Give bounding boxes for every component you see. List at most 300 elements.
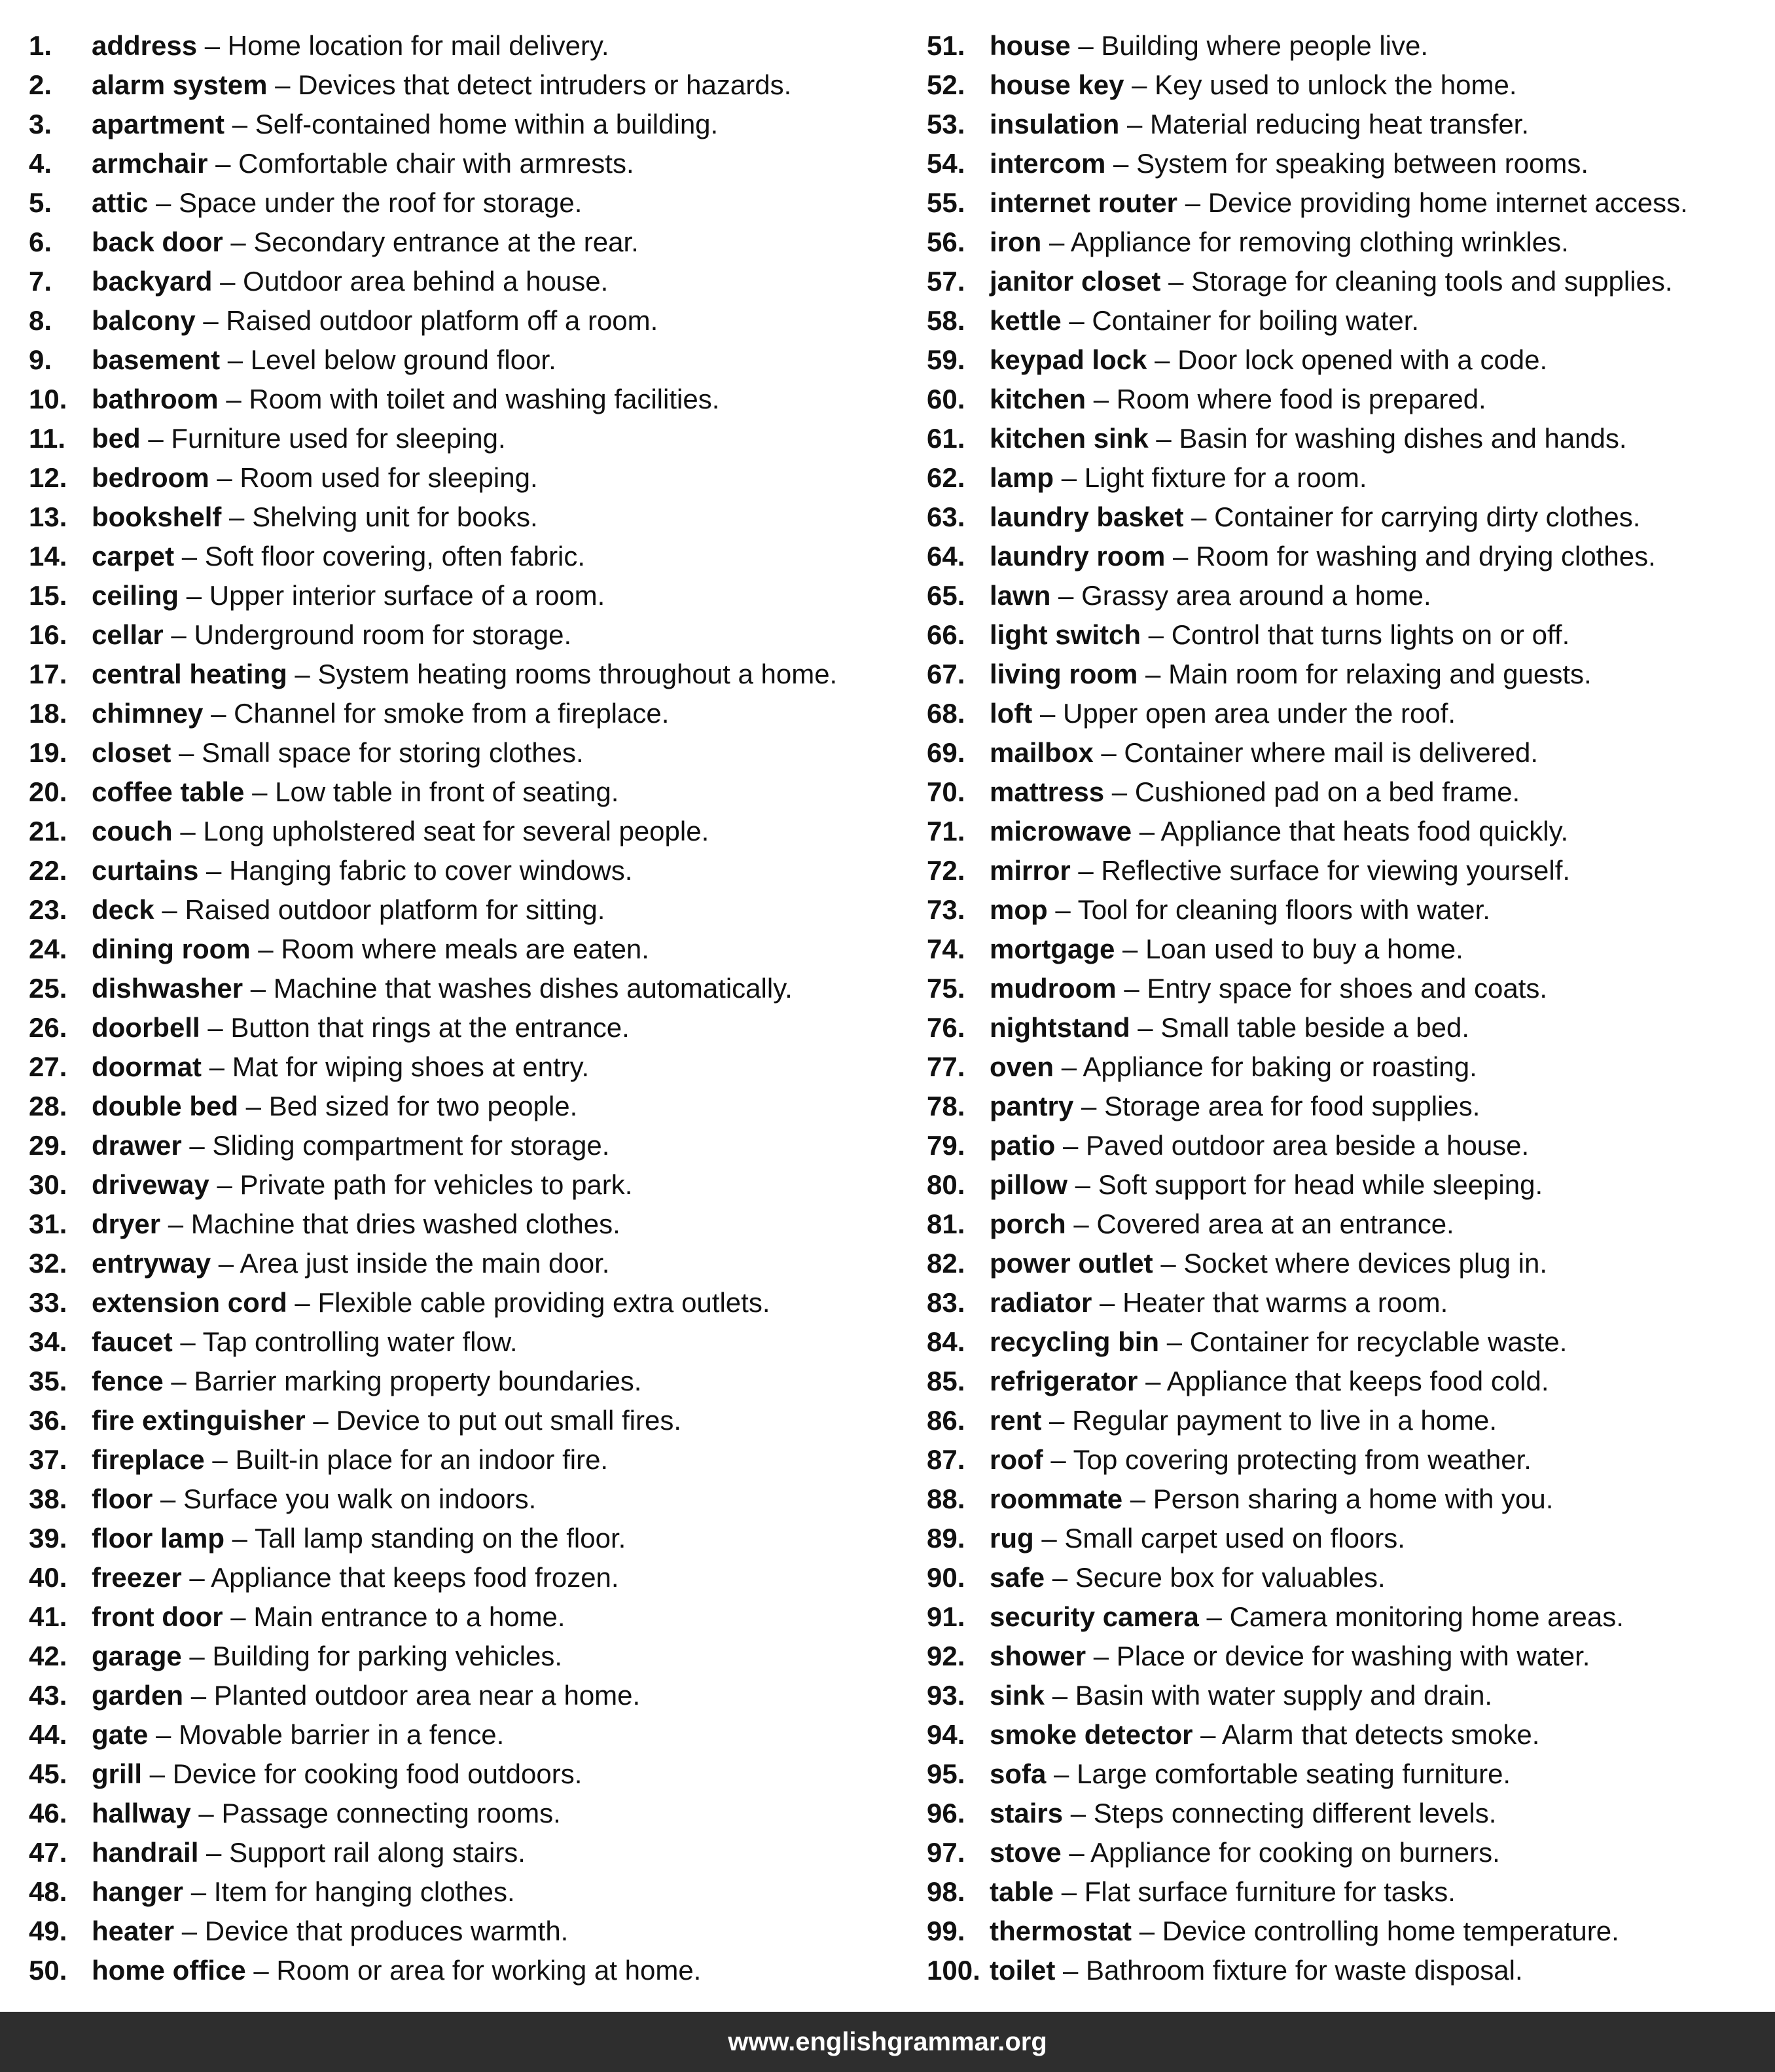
entry-text (990, 930, 1463, 969)
entry-term: microwave (990, 816, 1132, 846)
entry-term: pillow (990, 1169, 1067, 1200)
entry-number: 36. (29, 1405, 67, 1436)
entry-number: 46. (29, 1798, 67, 1828)
vocabulary-entry (29, 1205, 906, 1244)
entry-text (990, 890, 1490, 930)
entry-number: 97. (927, 1837, 965, 1868)
entry-term: safe (990, 1562, 1045, 1593)
vocabulary-entry (29, 1440, 906, 1480)
entry-text (990, 1008, 1469, 1047)
vocabulary-entry (927, 1794, 1771, 1833)
vocabulary-entry (927, 340, 1771, 380)
entry-separator: – (1070, 30, 1102, 61)
entry-text (92, 144, 634, 183)
vocabulary-entry (29, 223, 906, 262)
vocabulary-entry (29, 458, 906, 498)
entry-definition: Paved outdoor area beside a house. (1086, 1130, 1530, 1161)
entry-separator: – (1183, 501, 1215, 532)
entry-separator: – (220, 344, 251, 375)
entry-number: 59. (927, 344, 965, 375)
entry-term: dining room (92, 934, 251, 964)
entry-definition: Room or area for working at home. (276, 1955, 702, 1986)
entry-text (92, 694, 669, 733)
entry-text (990, 26, 1428, 65)
entry-text (92, 1833, 526, 1872)
vocabulary-entry (927, 1872, 1771, 1912)
entry-text (92, 969, 793, 1008)
entry-separator: – (163, 1366, 194, 1396)
entry-text (990, 1676, 1492, 1715)
entry-separator: – (1198, 1601, 1230, 1632)
entry-text (990, 1205, 1454, 1244)
entry-number: 93. (927, 1680, 965, 1711)
entry-definition: Container for recyclable waste. (1189, 1326, 1568, 1357)
vocabulary-entry (29, 615, 906, 655)
entry-text (92, 1912, 568, 1951)
vocabulary-entry (29, 655, 906, 694)
entry-separator: – (142, 1758, 173, 1789)
entry-text (990, 144, 1588, 183)
entry-definition: Raised outdoor platform for sitting. (185, 894, 605, 925)
entry-term: front door (92, 1601, 223, 1632)
entry-definition: Appliance for baking or roasting. (1083, 1051, 1477, 1082)
entry-separator: – (181, 1641, 213, 1671)
entry-definition: Device for cooking food outdoors. (172, 1758, 583, 1789)
entry-definition: Bathroom fixture for waste disposal. (1086, 1955, 1523, 1986)
entry-definition: Device to put out small fires. (336, 1405, 682, 1436)
entry-term: toilet (990, 1955, 1056, 1986)
vocabulary-entry (29, 890, 906, 930)
entry-term: lamp (990, 462, 1054, 493)
entry-definition: Basin for washing dishes and hands. (1179, 423, 1627, 454)
entry-separator: – (198, 1837, 230, 1868)
entry-text (92, 262, 608, 301)
entry-definition: Regular payment to live in a home. (1072, 1405, 1497, 1436)
entry-definition: Button that rings at the entrance. (230, 1012, 630, 1043)
entry-separator: – (160, 1209, 191, 1239)
entry-definition: Devices that detect intruders or hazards. (298, 69, 792, 100)
entry-number: 73. (927, 894, 965, 925)
entry-separator: – (1124, 69, 1155, 100)
entry-number: 28. (29, 1091, 67, 1121)
entry-number: 71. (927, 816, 965, 846)
vocabulary-entry (29, 1480, 906, 1519)
entry-definition: Secondary entrance at the rear. (253, 227, 639, 257)
entry-term: smoke detector (990, 1719, 1193, 1750)
entry-term: sink (990, 1680, 1045, 1711)
entry-term: hallway (92, 1798, 191, 1828)
entry-separator: – (1119, 109, 1151, 139)
entry-number: 76. (927, 1012, 965, 1043)
vocabulary-entry (29, 1794, 906, 1833)
entry-definition: Alarm that detects smoke. (1221, 1719, 1540, 1750)
vocabulary-entry (29, 930, 906, 969)
entry-term: extension cord (92, 1287, 287, 1318)
vocabulary-entry (927, 1912, 1771, 1951)
entry-term: bed (92, 423, 141, 454)
entry-number: 83. (927, 1287, 965, 1318)
entry-term: mirror (990, 855, 1071, 886)
entry-text (92, 1794, 561, 1833)
entry-separator: – (245, 1955, 277, 1986)
entry-number: 19. (29, 737, 67, 768)
entry-text (92, 183, 582, 223)
entry-definition: Room where meals are eaten. (281, 934, 649, 964)
entry-number: 38. (29, 1483, 67, 1514)
entry-term: double bed (92, 1091, 238, 1121)
entry-definition: Soft support for head while sleeping. (1098, 1169, 1543, 1200)
entry-number: 51. (927, 30, 965, 61)
entry-number: 40. (29, 1562, 67, 1593)
entry-number: 96. (927, 1798, 965, 1828)
entry-separator: – (171, 737, 202, 768)
entry-text (990, 772, 1520, 812)
entry-number: 87. (927, 1444, 965, 1475)
vocabulary-entry (29, 498, 906, 537)
entry-text (92, 105, 718, 144)
entry-term: iron (990, 227, 1042, 257)
vocabulary-entry (29, 1087, 906, 1126)
vocabulary-entry (29, 262, 906, 301)
entry-text (92, 26, 609, 65)
entry-separator: – (200, 1012, 231, 1043)
entry-term: dishwasher (92, 973, 243, 1004)
entry-separator: – (1054, 1051, 1083, 1082)
vocabulary-entry (29, 144, 906, 183)
entry-number: 86. (927, 1405, 965, 1436)
vocabulary-entry (29, 301, 906, 340)
entry-term: rent (990, 1405, 1042, 1436)
entry-text (990, 1440, 1532, 1480)
entry-definition: Bed sized for two people. (268, 1091, 578, 1121)
entry-number: 25. (29, 973, 67, 1004)
footer-website-url: www.englishgrammar.org (728, 2027, 1047, 2056)
entry-definition: Upper open area under the roof. (1063, 698, 1456, 729)
entry-separator: – (1041, 1405, 1073, 1436)
entry-separator: – (1165, 541, 1196, 572)
entry-number: 16. (29, 619, 67, 650)
entry-term: fence (92, 1366, 164, 1396)
entry-number: 7. (29, 266, 52, 297)
entry-definition: Area just inside the main door. (240, 1248, 610, 1279)
vocabulary-entry (29, 969, 906, 1008)
entry-number: 22. (29, 855, 67, 886)
entry-term: gate (92, 1719, 149, 1750)
entry-definition: Underground room for storage. (194, 619, 572, 650)
entry-term: backyard (92, 266, 213, 297)
entry-separator: – (140, 423, 171, 454)
entry-definition: System heating rooms throughout a home. (317, 659, 838, 689)
entry-text (990, 1715, 1539, 1754)
vocabulary-entry (29, 1597, 906, 1637)
entry-number: 66. (927, 619, 965, 650)
entry-separator: – (1177, 187, 1208, 218)
entry-definition: Place or device for washing with water. (1116, 1641, 1590, 1671)
vocabulary-entry (927, 458, 1771, 498)
entry-term: mop (990, 894, 1048, 925)
entry-number: 31. (29, 1209, 67, 1239)
entry-term: doorbell (92, 1012, 200, 1043)
entry-number: 74. (927, 934, 965, 964)
entry-number: 80. (927, 1169, 965, 1200)
entry-separator: – (202, 1051, 232, 1082)
entry-text (92, 1205, 620, 1244)
entry-separator: – (1061, 1837, 1091, 1868)
entry-separator: – (244, 776, 276, 807)
entry-term: back door (92, 227, 223, 257)
entry-separator: – (1148, 423, 1179, 454)
vocabulary-entry (29, 380, 906, 419)
entry-number: 24. (29, 934, 67, 964)
entry-number: 50. (29, 1955, 67, 1986)
entry-text (92, 1715, 504, 1754)
vocabulary-entry (927, 1205, 1771, 1244)
entry-term: loft (990, 698, 1033, 729)
vocabulary-entry (927, 615, 1771, 655)
entry-term: garden (92, 1680, 184, 1711)
entry-definition: Outdoor area behind a house. (243, 266, 609, 297)
entry-separator: – (212, 266, 243, 297)
entry-definition: Flat surface furniture for tasks. (1084, 1876, 1456, 1907)
entry-definition: Space under the roof for storage. (179, 187, 583, 218)
entry-definition: Hanging fabric to cover windows. (229, 855, 633, 886)
entry-text (990, 1637, 1590, 1676)
entry-number: 48. (29, 1876, 67, 1907)
entry-text (92, 498, 538, 537)
entry-definition: Appliance that keeps food frozen. (211, 1562, 619, 1593)
vocabulary-entry (29, 1637, 906, 1676)
vocabulary-entry (29, 26, 906, 65)
entry-term: thermostat (990, 1916, 1132, 1946)
entry-definition: Self-contained home within a building. (255, 109, 719, 139)
entry-number: 60. (927, 384, 965, 414)
entry-definition: Top covering protecting from weather. (1073, 1444, 1532, 1475)
entry-separator: – (183, 1876, 214, 1907)
entry-number: 29. (29, 1130, 67, 1161)
entry-separator: – (287, 1287, 318, 1318)
entry-term: laundry basket (990, 501, 1184, 532)
entry-separator: – (1159, 1326, 1190, 1357)
entry-separator: – (224, 109, 255, 139)
entry-separator: – (154, 894, 185, 925)
entry-number: 62. (927, 462, 965, 493)
entry-term: mailbox (990, 737, 1094, 768)
entry-term: coffee table (92, 776, 245, 807)
entry-separator: – (1122, 1483, 1153, 1514)
vocabulary-entry (927, 380, 1771, 419)
entry-definition: Reflective surface for viewing yourself. (1101, 855, 1571, 886)
entry-separator: – (223, 1601, 254, 1632)
entry-text (92, 1401, 681, 1440)
entry-separator: – (224, 1523, 255, 1554)
entry-number: 45. (29, 1758, 67, 1789)
entry-separator: – (1138, 1366, 1167, 1396)
entry-term: table (990, 1876, 1054, 1907)
entry-text (92, 1519, 626, 1558)
vocabulary-entry (29, 1715, 906, 1754)
entry-term: driveway (92, 1169, 209, 1200)
entry-text (990, 576, 1431, 615)
vocabulary-entry (927, 1480, 1771, 1519)
entry-separator: – (1093, 737, 1124, 768)
vocabulary-entry (927, 1637, 1771, 1676)
entry-separator: – (148, 1719, 179, 1750)
entry-text (990, 1165, 1543, 1205)
entry-separator: – (204, 1444, 236, 1475)
entry-term: floor lamp (92, 1523, 225, 1554)
entry-definition: Storage for cleaning tools and supplies. (1191, 266, 1673, 297)
entry-definition: Main room for relaxing and guests. (1168, 659, 1592, 689)
entry-text (990, 1322, 1567, 1362)
entry-text (990, 1794, 1496, 1833)
entry-text (990, 1126, 1529, 1165)
entry-text (990, 851, 1570, 890)
entry-number: 13. (29, 501, 67, 532)
entry-text (990, 65, 1516, 105)
entry-text (92, 1480, 536, 1519)
vocabulary-entry (29, 1244, 906, 1283)
entry-definition: Device that produces warmth. (204, 1916, 569, 1946)
entry-term: kitchen (990, 384, 1086, 414)
entry-term: doormat (92, 1051, 202, 1082)
entry-number: 98. (927, 1876, 965, 1907)
entry-definition: Home location for mail delivery. (227, 30, 609, 61)
entry-separator: – (174, 541, 205, 572)
entry-definition: Camera monitoring home areas. (1229, 1601, 1624, 1632)
entry-definition: Room used for sleeping. (240, 462, 538, 493)
entry-number: 1. (29, 30, 52, 61)
entry-term: mudroom (990, 973, 1117, 1004)
entry-text (92, 1951, 701, 1990)
entry-separator: – (1047, 894, 1078, 925)
vocabulary-entry (927, 1047, 1771, 1087)
entry-definition: Appliance that keeps food cold. (1166, 1366, 1549, 1396)
entry-definition: System for speaking between rooms. (1136, 148, 1589, 179)
entry-definition: Loan used to buy a home. (1145, 934, 1463, 964)
entry-definition: Key used to unlock the home. (1155, 69, 1517, 100)
entry-separator: – (1041, 227, 1071, 257)
vocabulary-entry (927, 930, 1771, 969)
entry-definition: Grassy area around a home. (1081, 580, 1431, 611)
entry-definition: Device providing home internet access. (1208, 187, 1688, 218)
vocabulary-entry (927, 1165, 1771, 1205)
entry-definition: Room for washing and drying clothes. (1196, 541, 1656, 572)
entry-separator: – (1054, 1876, 1085, 1907)
vocabulary-entry (927, 1519, 1771, 1558)
entry-definition: Long upholstered seat for several people. (203, 816, 709, 846)
vocabulary-entry (927, 969, 1771, 1008)
entry-definition: Storage area for food supplies. (1104, 1091, 1480, 1121)
entry-number: 81. (927, 1209, 965, 1239)
vocabulary-entry (927, 1283, 1771, 1322)
entry-definition: Raised outdoor platform off a room. (226, 305, 658, 336)
entry-term: sofa (990, 1758, 1047, 1789)
entry-number: 23. (29, 894, 67, 925)
entry-separator: – (1066, 1209, 1097, 1239)
entry-number: 70. (927, 776, 965, 807)
entry-text (92, 65, 791, 105)
entry-number: 32. (29, 1248, 67, 1279)
entry-separator: – (223, 227, 254, 257)
entry-number: 72. (927, 855, 965, 886)
entry-definition: Machine that dries washed clothes. (190, 1209, 620, 1239)
vocabulary-entry (29, 812, 906, 851)
entry-text (990, 183, 1688, 223)
entry-definition: Sliding compartment for storage. (212, 1130, 610, 1161)
vocabulary-entry (927, 1244, 1771, 1283)
entry-number: 61. (927, 423, 965, 454)
entry-term: mortgage (990, 934, 1115, 964)
entry-number: 44. (29, 1719, 67, 1750)
entry-text (990, 419, 1627, 458)
entry-separator: – (1055, 1955, 1086, 1986)
entry-definition: Appliance for cooking on burners. (1090, 1837, 1500, 1868)
vocabulary-entry (927, 419, 1771, 458)
entry-number: 6. (29, 227, 52, 257)
entry-term: dryer (92, 1209, 161, 1239)
entry-term: bathroom (92, 384, 219, 414)
entry-term: garage (92, 1641, 182, 1671)
entry-term: floor (92, 1483, 153, 1514)
entry-text (92, 1126, 609, 1165)
entry-text (92, 1637, 562, 1676)
entry-text (92, 733, 584, 772)
entry-number: 33. (29, 1287, 67, 1318)
entry-separator: – (1130, 1012, 1161, 1043)
entry-term: house key (990, 69, 1124, 100)
entry-term: radiator (990, 1287, 1092, 1318)
entry-definition: Comfortable chair with armrests. (238, 148, 634, 179)
entry-text (990, 223, 1569, 262)
entry-separator: – (218, 384, 249, 414)
entry-term: nightstand (990, 1012, 1130, 1043)
entry-text (92, 1597, 565, 1637)
vocabulary-entry (927, 733, 1771, 772)
vocabulary-entry (29, 1676, 906, 1715)
entry-term: security camera (990, 1601, 1199, 1632)
entry-term: deck (92, 894, 154, 925)
entry-definition: Low table in front of seating. (275, 776, 619, 807)
entry-number: 82. (927, 1248, 965, 1279)
entry-text (990, 694, 1456, 733)
entry-separator: – (195, 305, 226, 336)
entry-term: stairs (990, 1798, 1064, 1828)
entry-definition: Machine that washes dishes automatically. (273, 973, 793, 1004)
entry-number: 18. (29, 698, 67, 729)
entry-text (990, 1833, 1500, 1872)
entry-number: 79. (927, 1130, 965, 1161)
vocabulary-entry (927, 1401, 1771, 1440)
entry-text (92, 537, 585, 576)
vocabulary-entry (29, 419, 906, 458)
entry-term: roommate (990, 1483, 1123, 1514)
entry-separator: – (1153, 1248, 1184, 1279)
footer-bar (0, 2012, 1775, 2072)
entry-term: hanger (92, 1876, 184, 1907)
entry-number: 92. (927, 1641, 965, 1671)
entry-number: 35. (29, 1366, 67, 1396)
entry-term: faucet (92, 1326, 173, 1357)
entry-number: 21. (29, 816, 67, 846)
entry-term: bedroom (92, 462, 209, 493)
entry-term: grill (92, 1758, 143, 1789)
entry-number: 89. (927, 1523, 965, 1554)
vocabulary-entry (29, 537, 906, 576)
entry-text (990, 1362, 1549, 1401)
entry-separator: – (1046, 1758, 1077, 1789)
entry-separator: – (1141, 619, 1172, 650)
entry-text (990, 340, 1547, 380)
